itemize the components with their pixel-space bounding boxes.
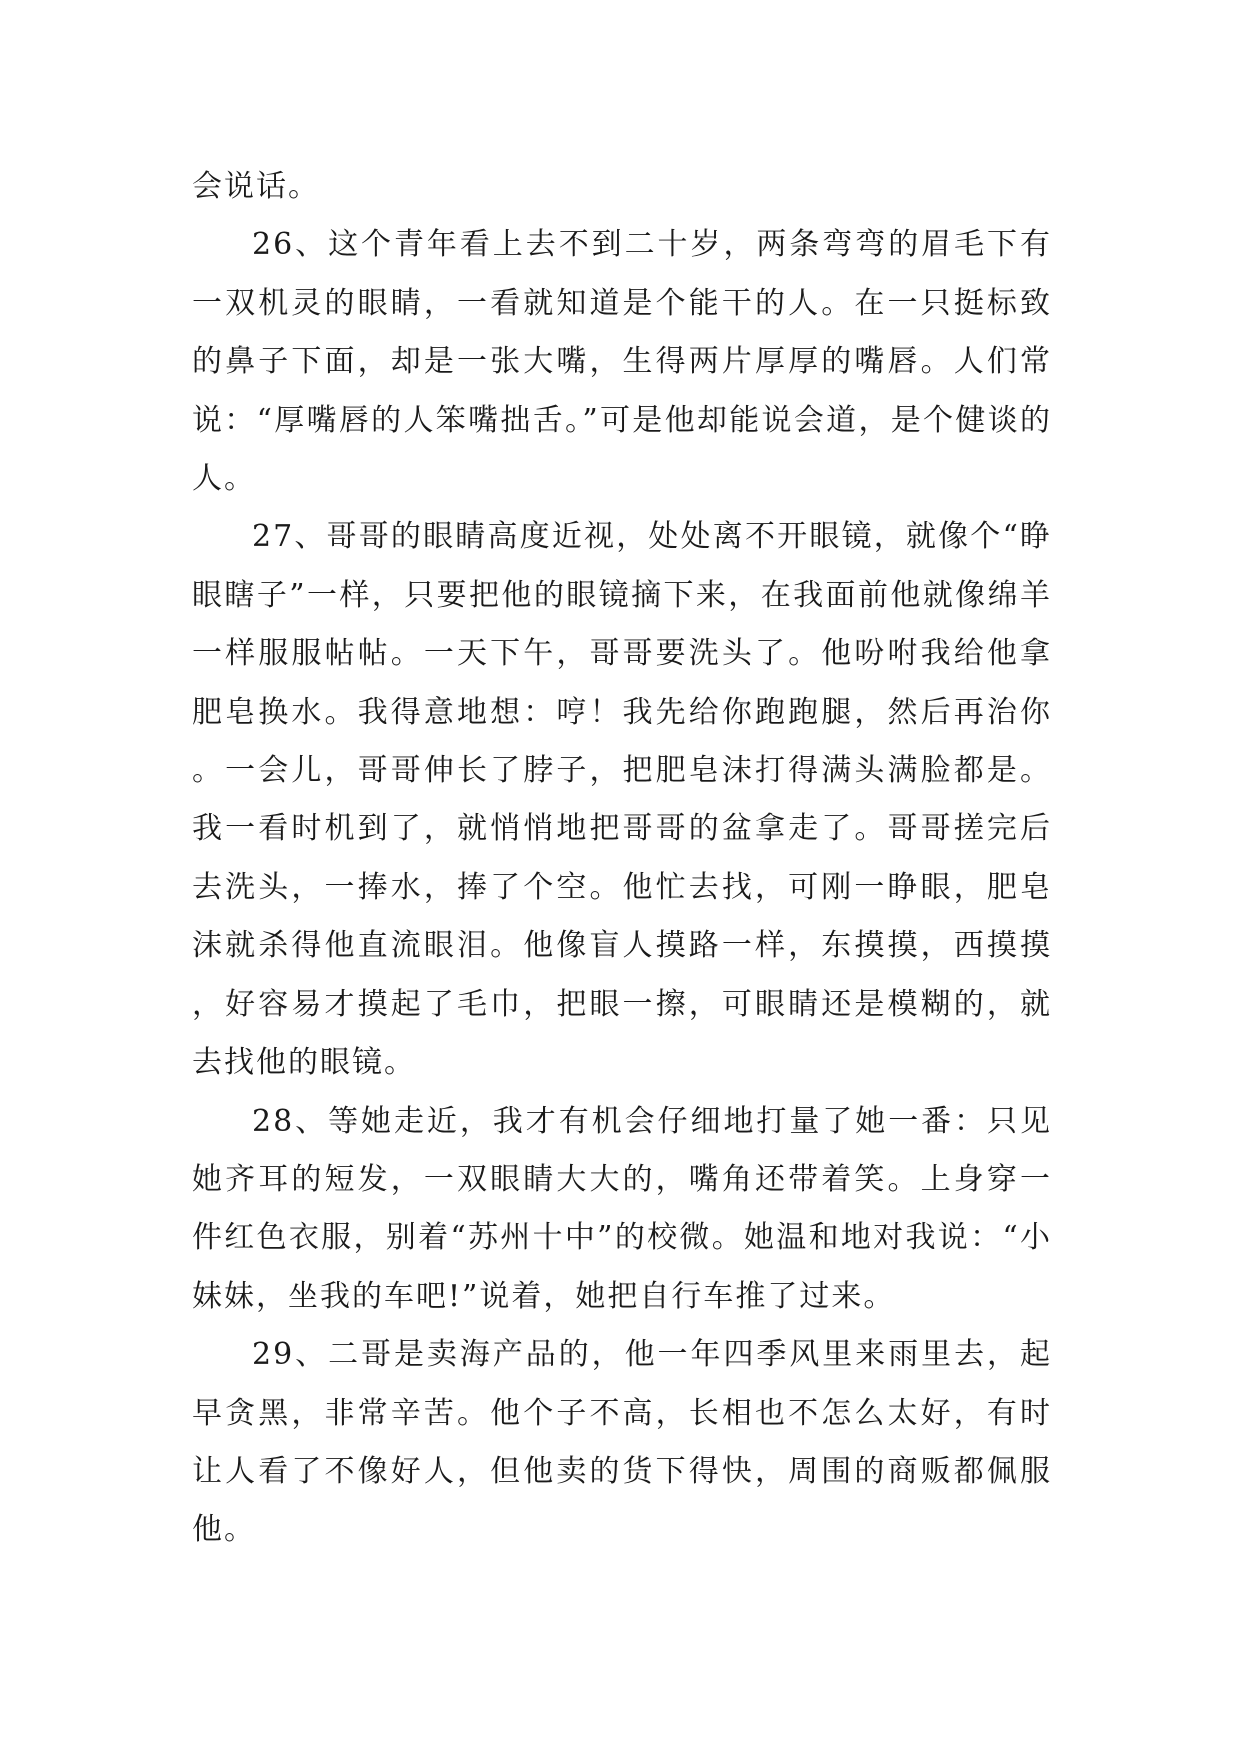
paragraph-continuation: 会说话。 — [192, 169, 320, 204]
paragraph-28: 28、等她走近，我才有机会仔细地打量了她一番：只见她齐耳的短发，一双眼睛大大的，嘴角还带着笑。上身穿一件红色衣服，别着“苏州十中”的校微。她温和地对我说：“小妹妹，坐我的车吧!”说着，她把自行车推了过来。 — [192, 1103, 1052, 1314]
document-body — [192, 158, 1052, 1560]
paragraph-29: 29、二哥是卖海产品的，他一年四季风里来雨里去，起早贪黑，非常辛苦。他个子不高，长相也不怎么太好，有时让人看了不像好人，但他卖的货下得快，周围的商贩都佩服他。 — [192, 1337, 1052, 1548]
paragraph-27: 27、哥哥的眼睛高度近视，处处离不开眼镜，就像个“睁眼瞎子”一样，只要把他的眼镜摘下来，在我面前他就像绵羊一样服服帖帖。一天下午，哥哥要洗头了。他吩咐我给他拿肥皂换水。我得意地想：哼！我先给你跑跑腿，然后再治你。一会儿，哥哥伸长了脖子，把肥皂沫打得满头满脸都是。我一看时机到了，就悄悄地把哥哥的盆拿走了。哥哥搓完后去洗头，一捧水，捧了个空。他忙去找，可刚一睁眼，肥皂沫就杀得他直流眼泪。他像盲人摸路一样，东摸摸，西摸摸，好容易才摸起了毛巾，把眼一擦，可眼睛还是模糊的，就去找他的眼镜。 — [192, 519, 1052, 1081]
paragraph-26: 26、这个青年看上去不到二十岁，两条弯弯的眉毛下有一双机灵的眼睛，一看就知道是个能干的人。在一只挺标致的鼻子下面，却是一张大嘴，生得两片厚厚的嘴唇。人们常说：“厚嘴唇的人笨嘴拙舌。”可是他却能说会道，是个健谈的人。 — [192, 227, 1052, 497]
